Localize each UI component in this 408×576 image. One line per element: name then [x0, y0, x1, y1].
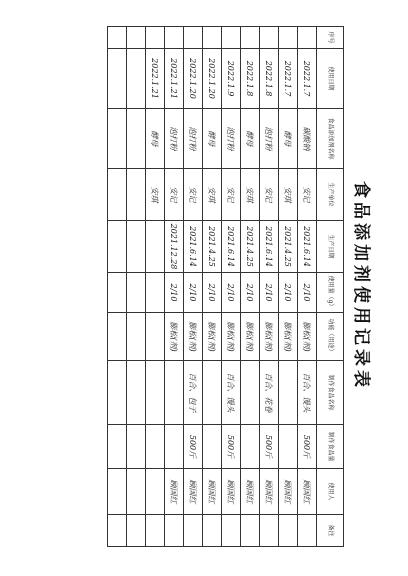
row-use: 膨松(剂): [260, 313, 279, 361]
header-food: 制作食品名称: [317, 361, 344, 425]
row-maker: [127, 169, 146, 221]
table-row: [146, 27, 165, 547]
row-food-qty: [146, 425, 165, 469]
row-maker: 安记: [165, 169, 184, 221]
row-date: 2022.1.9: [222, 49, 241, 109]
row-seq: [241, 27, 260, 49]
row-seq: [127, 27, 146, 49]
row-prod-date: 2021.4.25: [241, 221, 260, 273]
header-maker: 生产单位: [317, 169, 344, 221]
row-food-qty: [127, 425, 146, 469]
row-food: 百合、花卷: [260, 361, 279, 425]
table-row: [222, 27, 241, 547]
row-prod-date: [146, 221, 165, 273]
row-note: [279, 515, 298, 547]
row-use: [127, 313, 146, 361]
table-row: [260, 27, 279, 547]
row-maker: 安记: [260, 169, 279, 221]
header-food-qty: 制作食品量: [317, 425, 344, 469]
header-amount: 使用量（g）: [317, 273, 344, 313]
row-seq: [165, 27, 184, 49]
row-note: [241, 515, 260, 547]
row-use: 膨松(剂): [184, 313, 203, 361]
row-note: [260, 515, 279, 547]
header-note: 备注: [317, 515, 344, 547]
row-seq: [108, 27, 127, 49]
header-user: 使用人: [317, 469, 344, 515]
row-date: 2022.1.7: [298, 49, 317, 109]
table-row: [108, 27, 127, 547]
table-body: [108, 27, 317, 547]
row-user: [108, 469, 127, 515]
row-maker: 安记: [298, 169, 317, 221]
row-food-qty: [241, 425, 260, 469]
row-user: 顾国红: [203, 469, 222, 515]
row-note: [108, 515, 127, 547]
row-use: 膨松(剂): [222, 313, 241, 361]
row-user: 顾国红: [241, 469, 260, 515]
row-seq: [279, 27, 298, 49]
row-food: [241, 361, 260, 425]
row-use: [108, 313, 127, 361]
table-row: [203, 27, 222, 547]
table-row: [279, 27, 298, 547]
row-additive: 酵母: [241, 109, 260, 169]
row-user: [127, 469, 146, 515]
row-prod-date: 2021.4.25: [203, 221, 222, 273]
row-maker: [108, 169, 127, 221]
row-amount: [146, 273, 165, 313]
row-note: [127, 515, 146, 547]
row-food: [165, 361, 184, 425]
row-note: [184, 515, 203, 547]
row-maker: 安琪: [203, 169, 222, 221]
row-seq: [222, 27, 241, 49]
row-note: [146, 515, 165, 547]
row-amount: 2/10: [165, 273, 184, 313]
row-food-qty: [203, 425, 222, 469]
header-additive: 食品添加剂名称: [317, 109, 344, 169]
row-user: 顾国红: [298, 469, 317, 515]
row-amount: [108, 273, 127, 313]
row-use: 膨松(剂): [279, 313, 298, 361]
row-food: [127, 361, 146, 425]
row-user: 顾国红: [184, 469, 203, 515]
row-additive: 泡打粉: [165, 109, 184, 169]
row-prod-date: [127, 221, 146, 273]
row-additive: 泡打粉: [222, 109, 241, 169]
row-date: 2022.1.20: [184, 49, 203, 109]
table-row: [127, 27, 146, 547]
row-additive: 酵母: [146, 109, 165, 169]
row-note: [298, 515, 317, 547]
row-user: [146, 469, 165, 515]
row-user: 顾国红: [222, 469, 241, 515]
row-food: 百合、馒头: [298, 361, 317, 425]
table-header-row: [317, 27, 344, 547]
row-date: 2022.1.7: [279, 49, 298, 109]
table-row: [165, 27, 184, 547]
row-note: [165, 515, 184, 547]
row-use: 膨松(剂): [203, 313, 222, 361]
row-prod-date: 2021.4.25: [279, 221, 298, 273]
row-date: [127, 49, 146, 109]
row-date: 2022.1.8: [241, 49, 260, 109]
row-food: [146, 361, 165, 425]
row-food-qty: 500斤: [184, 425, 203, 469]
row-date: 2022.1.21: [146, 49, 165, 109]
row-seq: [203, 27, 222, 49]
row-maker: 安琪: [241, 169, 260, 221]
row-prod-date: 2021.6.14: [222, 221, 241, 273]
row-amount: 2/10: [184, 273, 203, 313]
row-use: 膨松(剂): [165, 313, 184, 361]
header-date: 使用日期: [317, 49, 344, 109]
document-title: 食品添加剂使用记录表: [351, 181, 371, 391]
row-additive: [127, 109, 146, 169]
row-use: 膨松(剂): [298, 313, 317, 361]
row-use: [146, 313, 165, 361]
row-prod-date: 2021.12.28: [165, 221, 184, 273]
row-food: 百合、包子: [184, 361, 203, 425]
header-use: 功能（用途）: [317, 313, 344, 361]
row-seq: [298, 27, 317, 49]
row-user: 顾国红: [260, 469, 279, 515]
row-amount: 2/10: [222, 273, 241, 313]
header-prod-date: 生产日期: [317, 221, 344, 273]
row-prod-date: 2021.6.14: [298, 221, 317, 273]
row-maker: 安琪: [146, 169, 165, 221]
row-food-qty: 500斤: [260, 425, 279, 469]
usage-record-table: [107, 26, 344, 547]
row-maker: 安琪: [279, 169, 298, 221]
row-date: [108, 49, 127, 109]
row-prod-date: [108, 221, 127, 273]
table-row: [184, 27, 203, 547]
row-seq: [184, 27, 203, 49]
row-food: [279, 361, 298, 425]
row-note: [203, 515, 222, 547]
header-seq: 序号: [317, 27, 344, 49]
row-seq: [146, 27, 165, 49]
row-additive: [108, 109, 127, 169]
row-food: [203, 361, 222, 425]
row-food: [108, 361, 127, 425]
row-prod-date: 2021.6.14: [184, 221, 203, 273]
row-additive: 酵母: [203, 109, 222, 169]
row-amount: 2/10: [298, 273, 317, 313]
row-user: 顾国红: [165, 469, 184, 515]
row-additive: 酵母: [279, 109, 298, 169]
row-seq: [260, 27, 279, 49]
row-food-qty: 500斤: [222, 425, 241, 469]
row-prod-date: 2021.6.14: [260, 221, 279, 273]
row-food: 百合、馒头: [222, 361, 241, 425]
row-date: 2022.1.21: [165, 49, 184, 109]
row-food-qty: [108, 425, 127, 469]
row-date: 2022.1.8: [260, 49, 279, 109]
record-sheet: [106, 26, 374, 546]
table-row: [241, 27, 260, 547]
table-row: [298, 27, 317, 547]
row-user: 顾国红: [279, 469, 298, 515]
row-date: 2022.1.20: [203, 49, 222, 109]
row-amount: 2/10: [279, 273, 298, 313]
row-amount: 2/10: [260, 273, 279, 313]
row-note: [222, 515, 241, 547]
row-maker: 安记: [184, 169, 203, 221]
row-maker: 安记: [222, 169, 241, 221]
row-use: 膨松(剂): [241, 313, 260, 361]
row-food-qty: [165, 425, 184, 469]
row-food-qty: 500斤: [298, 425, 317, 469]
row-additive: 泡打粉: [260, 109, 279, 169]
row-additive: 泡打粉: [184, 109, 203, 169]
row-amount: 2/10: [203, 273, 222, 313]
row-food-qty: [279, 425, 298, 469]
row-amount: [127, 273, 146, 313]
row-amount: 2/10: [241, 273, 260, 313]
row-additive: 碳酸钠: [298, 109, 317, 169]
